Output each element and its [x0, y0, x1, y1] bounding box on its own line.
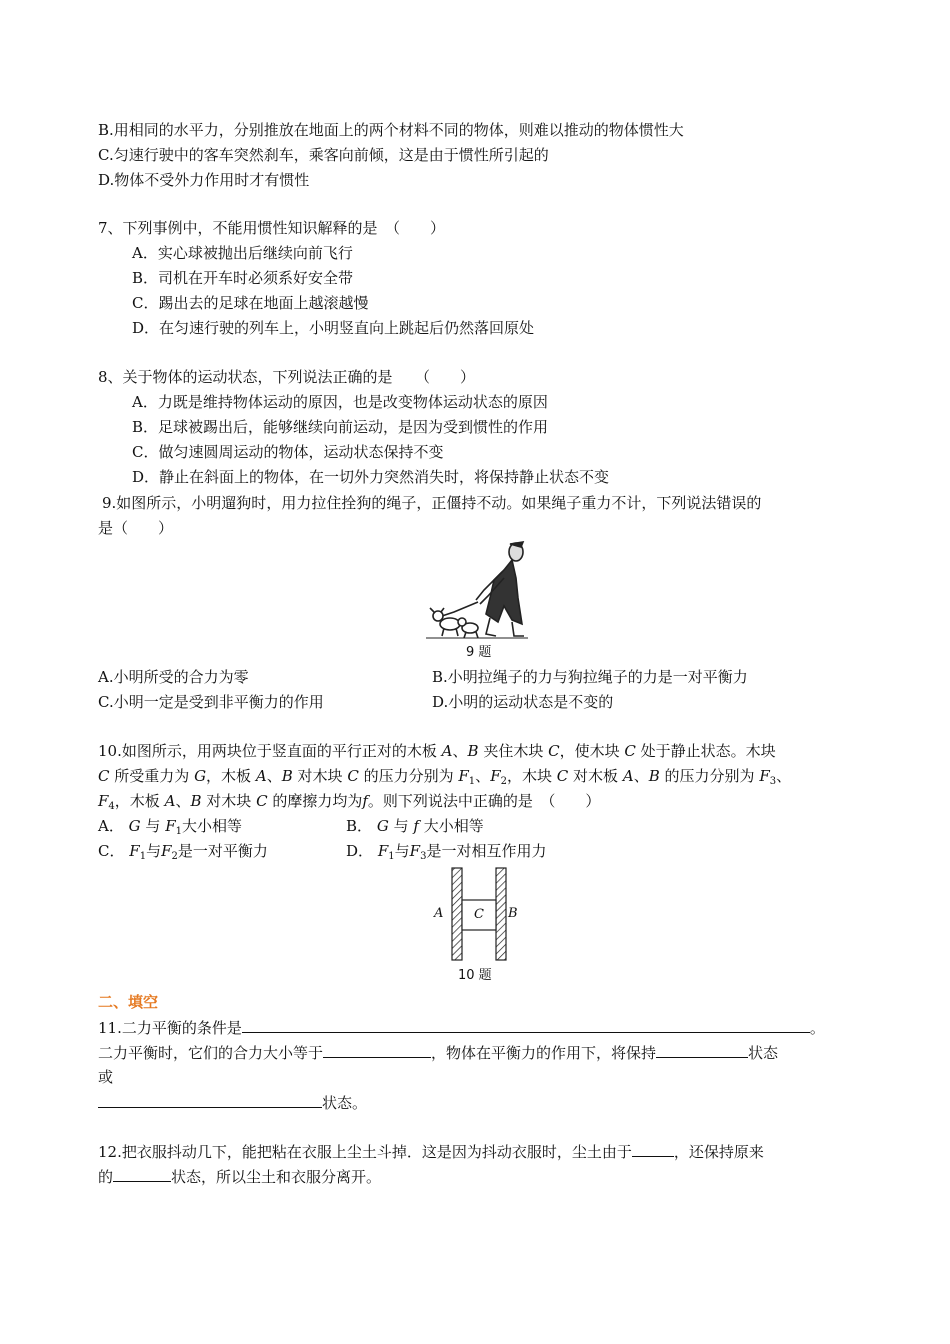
q12-line2: 的 状态，所以尘土和衣服分离开。 — [98, 1168, 382, 1186]
q7-stem: 7、下列事例中，不能用惯性知识解释的是 （ ） — [98, 219, 446, 237]
q10-stem-line2: C 所受重力为 G，木板 A、B 对木块 C 的压力分别为 $F_1$、$F_2$，木块 C 对木板 A、B 的压力分别为 $F_3$、 — [98, 767, 792, 787]
q8-option-a: A．力既是维持物体运动的原因，也是改变物体运动状态的原因 — [132, 393, 548, 411]
q10-option-d: D． $F_1$与$F_3$是一对相互作用力 — [346, 842, 547, 862]
q11-line1: 11.二力平衡的条件是 。 — [98, 1019, 825, 1037]
q10-option-a: A． G 与 $F_1$大小相等 — [98, 817, 243, 837]
section-heading: 二、填空 — [98, 993, 159, 1011]
q8-option-d: D．静止在斜面上的物体，在一切外力突然消失时，将保持静止状态不变 — [132, 468, 610, 486]
q8-stem: 8、关于物体的运动状态，下列说法正确的是 （ ） — [98, 368, 476, 386]
q11-line2: 二力平衡时，它们的合力大小等于 ，物体在平衡力的作用下，将保持 状态 — [98, 1044, 779, 1062]
q9-option-a: A.小明所受的合力为零 — [98, 668, 249, 686]
q9-option-b: B.小明拉绳子的力与狗拉绳子的力是一对平衡力 — [432, 668, 748, 686]
q9-stem: 9.如图所示，小明遛狗时，用力拉住拴狗的绳子，正僵持不动。如果绳子重力不计，下列说法错误的 — [102, 494, 762, 512]
q11-line4: 状态。 — [98, 1092, 367, 1113]
q10-label-a: A — [434, 906, 444, 921]
q6-option-b: B.用相同的水平力，分别推放在地面上的两个材料不同的物体，则难以推动的物体惯性大 — [98, 121, 684, 139]
q7-option-a: A．实心球被抛出后继续向前飞行 — [132, 244, 353, 262]
q9-option-c: C.小明一定是受到非平衡力的作用 — [98, 693, 324, 711]
q6-option-c: C.匀速行驶中的客车突然刹车，乘客向前倾，这是由于惯性所引起的 — [98, 146, 549, 164]
q9-figure — [424, 538, 528, 640]
q11-blank-condition[interactable] — [242, 1017, 810, 1033]
q10-label-c: C — [474, 907, 484, 922]
q10-option-c: C． $F_1$与$F_2$是一对平衡力 — [98, 842, 268, 862]
q9-caption: 9 题 — [466, 645, 492, 660]
q10-label-b: B — [508, 906, 518, 921]
q10-stem-line1: 10.如图所示，用两块位于竖直面的平行正对的木板 A、B 夹住木块 C，使木块 C 处于静止状态。木块 — [98, 742, 776, 760]
q10-option-b: B． G 与 f 大小相等 — [346, 817, 484, 835]
q6-option-d: D.物体不受外力作用时才有惯性 — [98, 171, 310, 189]
q11-blank-state1[interactable] — [656, 1042, 748, 1058]
q7-option-d: D．在匀速行驶的列车上，小明竖直向上跳起后仍然落回原处 — [132, 319, 535, 337]
q9-option-d: D.小明的运动状态是不变的 — [432, 693, 614, 711]
q12-blank-reason[interactable] — [632, 1141, 674, 1157]
q7-option-c: C．踢出去的足球在地面上越滚越慢 — [132, 294, 369, 312]
q10-caption: 10 题 — [458, 968, 492, 983]
q8-option-c: C．做匀速圆周运动的物体，运动状态保持不变 — [132, 443, 444, 461]
q11-blank-state2[interactable] — [98, 1092, 322, 1108]
q12-blank-state[interactable] — [113, 1166, 171, 1182]
q7-option-b: B．司机在开车时必须系好安全带 — [132, 269, 354, 287]
q9-stem-cont: 是（ ） — [98, 519, 174, 537]
q11-blank-resultant[interactable] — [323, 1042, 431, 1058]
q10-stem-line3: $F_4$，木板 A、B 对木块 C 的摩擦力均为f。则下列说法中正确的是 （ ） — [98, 792, 601, 812]
q12-line1: 12.把衣服抖动几下，能把粘在衣服上尘土斗掉．这是因为抖动衣服时，尘土由于 ，还保持原来 — [98, 1143, 764, 1161]
q11-line3: 或 — [98, 1068, 114, 1086]
q8-option-b: B．足球被踢出后，能够继续向前运动，是因为受到惯性的作用 — [132, 418, 549, 436]
